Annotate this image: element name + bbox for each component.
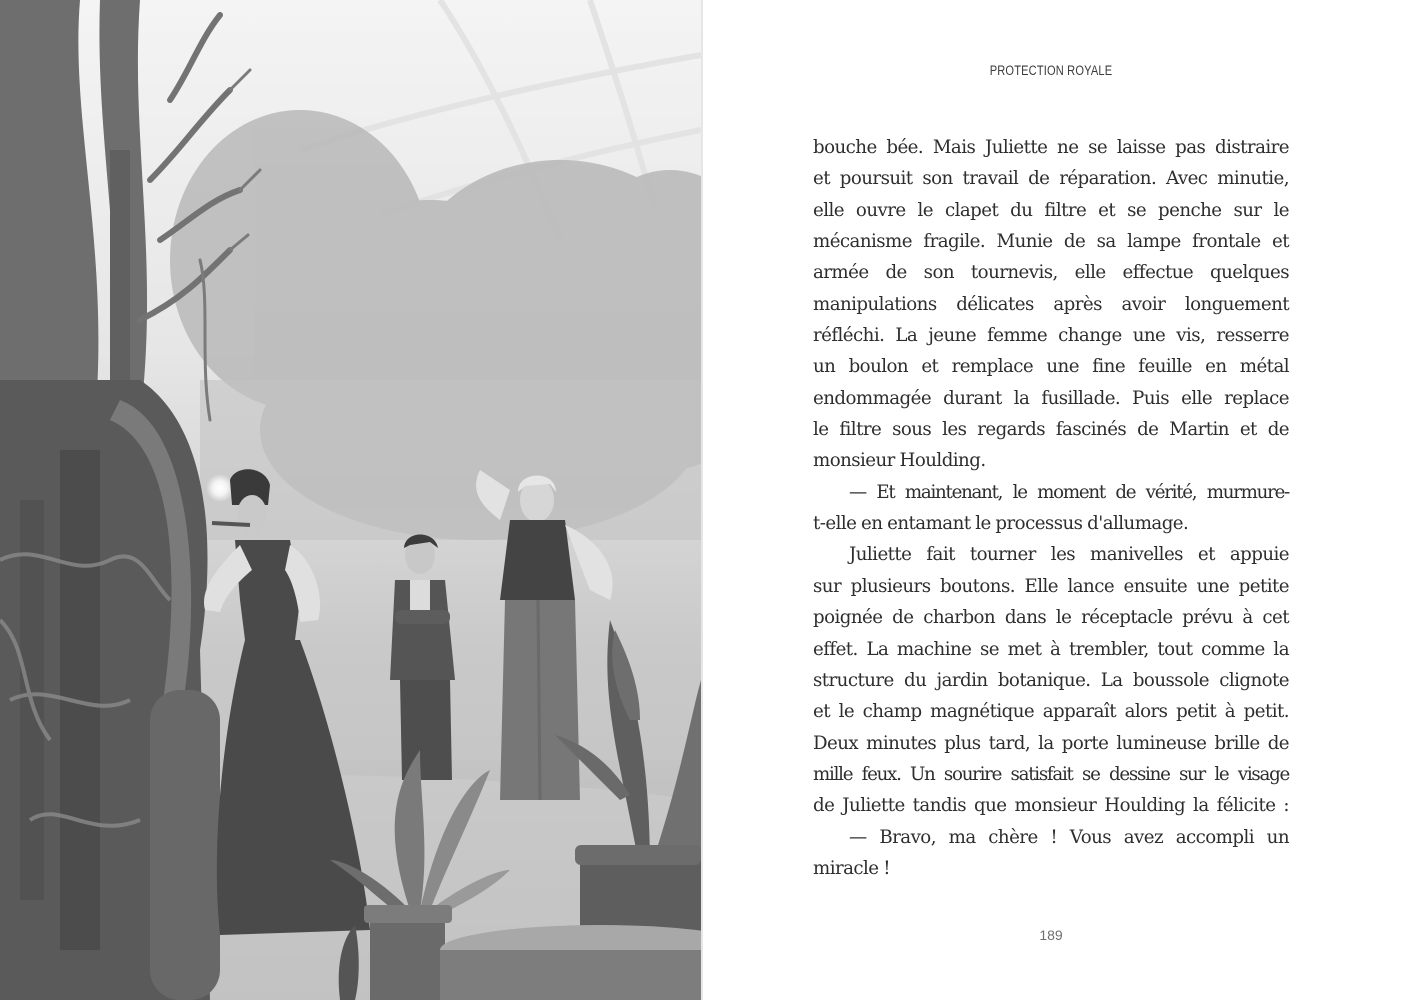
text-line: mécanisme fragile. Munie de sa lampe frontale et — [813, 231, 1289, 253]
text-line: miracle ! — [813, 857, 891, 879]
text-line: armée de son tournevis, elle effectue quelques — [813, 262, 1289, 284]
text-line: monsieur Houlding. — [813, 450, 986, 472]
text-line: mille feux. Un sourire satisfait se dessine sur le visage — [813, 763, 1289, 785]
text-line: et poursuit son travail de réparation. Avec minutie, — [813, 168, 1289, 190]
text-line: t-elle en entamant le processus d'allumage. — [813, 513, 1189, 535]
page-number: 189 — [1039, 927, 1063, 943]
text-line: endommagée durant la fusillade. Puis elle replace — [813, 387, 1289, 409]
dialogue-line: — Bravo, ma chère ! Vous avez accompli un — [849, 826, 1289, 848]
foreground-table — [440, 925, 701, 1000]
text-page — [703, 0, 1405, 1000]
paragraph-start-line: Juliette fait tourner les manivelles et appuie — [849, 544, 1289, 566]
text-line: effet. La machine se met à trembler, tout comme la — [813, 638, 1289, 660]
text-line: structure du jardin botanique. La boussole clignote — [813, 669, 1289, 691]
illustration — [0, 0, 701, 1000]
text-line: de Juliette tandis que monsieur Houlding la félicite : — [813, 795, 1289, 817]
text-line: poignée de charbon dans le réceptacle prévu à cet — [813, 607, 1289, 629]
machine — [0, 380, 220, 1000]
dialogue-line: — Et maintenant, le moment de vérité, murmure- — [849, 481, 1289, 503]
text-line: manipulations délicates après avoir longuement — [813, 293, 1289, 315]
text-line: et le champ magnétique apparaît alors petit à petit. — [813, 701, 1289, 723]
text-line: bouche bée. Mais Juliette ne se laisse pas distraire — [813, 137, 1289, 158]
text-line: sur plusieurs boutons. Elle lance ensuite une petite — [813, 575, 1289, 597]
text-line: elle ouvre le clapet du filtre et se penche sur le — [813, 199, 1289, 221]
text-line: un boulon et remplace une fine feuille en métal — [813, 356, 1289, 378]
text-line: Deux minutes plus tard, la porte lumineuse brille de — [813, 732, 1289, 754]
text-line: le filtre sous les regards fascinés de Martin et de — [813, 419, 1289, 441]
folio-area — [813, 0, 1289, 1000]
text-line: réfléchi. La jeune femme change une vis, resserre — [813, 325, 1289, 347]
illustration-page — [0, 0, 701, 1000]
running-head: PROTECTION ROYALE — [989, 63, 1113, 78]
